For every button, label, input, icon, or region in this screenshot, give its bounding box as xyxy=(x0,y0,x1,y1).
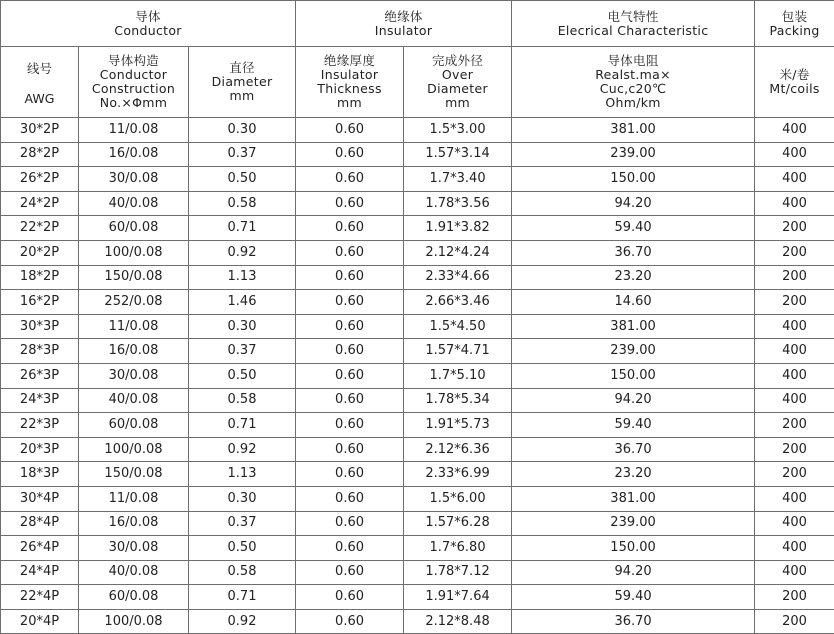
diameter-cell: 1.13 xyxy=(189,462,296,487)
packing-cell: 400 xyxy=(755,191,834,216)
outer-diameter-cell: 1.78*7.12 xyxy=(404,560,512,585)
outer-diameter-cell: 1.57*3.14 xyxy=(404,142,512,167)
table-row xyxy=(1,585,834,610)
construction-cell: 60/0.08 xyxy=(79,216,189,241)
awg-cell: 22*4P xyxy=(1,585,79,610)
thickness-cell: 0.60 xyxy=(296,413,404,438)
table-row xyxy=(1,265,834,290)
construction-header-en3: No.×Φmm xyxy=(79,96,188,110)
packing-cell: 400 xyxy=(755,388,834,413)
construction-column-header xyxy=(79,47,189,118)
thickness-cell: 0.60 xyxy=(296,265,404,290)
resistance-cell: 59.40 xyxy=(512,585,755,610)
diameter-cell: 0.58 xyxy=(189,388,296,413)
awg-cell: 20*3P xyxy=(1,437,79,462)
diameter-cell: 0.37 xyxy=(189,511,296,536)
packing-cell: 200 xyxy=(755,265,834,290)
awg-header-en: AWG xyxy=(1,91,78,106)
construction-cell: 150/0.08 xyxy=(79,265,189,290)
thickness-cell: 0.60 xyxy=(296,609,404,634)
table-row xyxy=(1,339,834,364)
resistance-cell: 150.00 xyxy=(512,363,755,388)
awg-cell: 24*2P xyxy=(1,191,79,216)
outer-diameter-cell: 1.91*7.64 xyxy=(404,585,512,610)
table-row xyxy=(1,388,834,413)
thickness-cell: 0.60 xyxy=(296,486,404,511)
outer-diameter-cell: 1.7*6.80 xyxy=(404,536,512,561)
resistance-cell: 14.60 xyxy=(512,290,755,315)
construction-header-en1: Conductor xyxy=(79,68,188,82)
construction-cell: 30/0.08 xyxy=(79,536,189,561)
outer-header-en3: mm xyxy=(404,96,511,110)
resistance-cell: 150.00 xyxy=(512,536,755,561)
awg-cell: 28*3P xyxy=(1,339,79,364)
construction-cell: 150/0.08 xyxy=(79,462,189,487)
packing-column-header xyxy=(755,47,834,118)
thickness-cell: 0.60 xyxy=(296,536,404,561)
outer-diameter-cell: 2.66*3.46 xyxy=(404,290,512,315)
packing-cell: 200 xyxy=(755,290,834,315)
packing-cell: 200 xyxy=(755,609,834,634)
construction-cell: 40/0.08 xyxy=(79,560,189,585)
awg-cell: 24*4P xyxy=(1,560,79,585)
thickness-cell: 0.60 xyxy=(296,560,404,585)
diameter-cell: 0.50 xyxy=(189,167,296,192)
thickness-cell: 0.60 xyxy=(296,339,404,364)
resistance-cell: 381.00 xyxy=(512,118,755,143)
construction-header-en2: Construction xyxy=(79,82,188,96)
table-row xyxy=(1,314,834,339)
table-row xyxy=(1,167,834,192)
diameter-cell: 0.71 xyxy=(189,585,296,610)
resistance-cell: 94.20 xyxy=(512,388,755,413)
table-row xyxy=(1,609,834,634)
resistance-header-en2: Cuc,c20℃ xyxy=(512,82,754,96)
outer-diameter-cell: 1.7*3.40 xyxy=(404,167,512,192)
resistance-cell: 94.20 xyxy=(512,191,755,216)
packing-header-cn: 米/卷 xyxy=(755,68,834,82)
thickness-column-header xyxy=(296,47,404,118)
packing-cell: 400 xyxy=(755,314,834,339)
thickness-cell: 0.60 xyxy=(296,388,404,413)
resistance-header-en3: Ohm/km xyxy=(512,96,754,110)
diameter-cell: 0.92 xyxy=(189,609,296,634)
thickness-cell: 0.60 xyxy=(296,118,404,143)
electrical-group-header xyxy=(512,1,755,47)
awg-cell: 22*3P xyxy=(1,413,79,438)
table-row xyxy=(1,413,834,438)
conductor-group-cn: 导体 xyxy=(1,9,295,24)
outer-diameter-cell: 1.57*6.28 xyxy=(404,511,512,536)
construction-cell: 11/0.08 xyxy=(79,314,189,339)
resistance-cell: 36.70 xyxy=(512,437,755,462)
awg-cell: 30*2P xyxy=(1,118,79,143)
resistance-cell: 381.00 xyxy=(512,486,755,511)
table-row xyxy=(1,142,834,167)
thickness-header-en3: mm xyxy=(296,96,403,110)
resistance-header-en1: Realst.ma× xyxy=(512,68,754,82)
packing-cell: 400 xyxy=(755,363,834,388)
thickness-cell: 0.60 xyxy=(296,314,404,339)
diameter-cell: 0.30 xyxy=(189,486,296,511)
diameter-cell: 0.50 xyxy=(189,536,296,561)
thickness-cell: 0.60 xyxy=(296,191,404,216)
packing-cell: 400 xyxy=(755,560,834,585)
resistance-cell: 36.70 xyxy=(512,609,755,634)
thickness-cell: 0.60 xyxy=(296,216,404,241)
awg-cell: 18*2P xyxy=(1,265,79,290)
diameter-cell: 0.71 xyxy=(189,413,296,438)
outer-diameter-cell: 2.12*8.48 xyxy=(404,609,512,634)
packing-cell: 200 xyxy=(755,462,834,487)
construction-cell: 40/0.08 xyxy=(79,191,189,216)
construction-cell: 16/0.08 xyxy=(79,339,189,364)
awg-cell: 26*3P xyxy=(1,363,79,388)
outer-diameter-cell: 1.91*5.73 xyxy=(404,413,512,438)
awg-cell: 26*4P xyxy=(1,536,79,561)
resistance-cell: 23.20 xyxy=(512,265,755,290)
table-row xyxy=(1,216,834,241)
thickness-cell: 0.60 xyxy=(296,142,404,167)
outer-diameter-cell: 2.12*6.36 xyxy=(404,437,512,462)
packing-cell: 200 xyxy=(755,413,834,438)
resistance-cell: 59.40 xyxy=(512,413,755,438)
awg-cell: 24*3P xyxy=(1,388,79,413)
thickness-cell: 0.60 xyxy=(296,462,404,487)
construction-cell: 60/0.08 xyxy=(79,413,189,438)
thickness-cell: 0.60 xyxy=(296,511,404,536)
construction-cell: 11/0.08 xyxy=(79,118,189,143)
packing-cell: 400 xyxy=(755,511,834,536)
resistance-cell: 36.70 xyxy=(512,240,755,265)
conductor-group-header xyxy=(1,1,296,47)
outer-diameter-cell: 2.33*6.99 xyxy=(404,462,512,487)
diameter-cell: 0.37 xyxy=(189,142,296,167)
outer-diameter-cell: 1.78*3.56 xyxy=(404,191,512,216)
awg-cell: 20*2P xyxy=(1,240,79,265)
awg-cell: 22*2P xyxy=(1,216,79,241)
thickness-cell: 0.60 xyxy=(296,290,404,315)
packing-cell: 200 xyxy=(755,240,834,265)
construction-cell: 11/0.08 xyxy=(79,486,189,511)
packing-cell: 400 xyxy=(755,339,834,364)
outer-diameter-cell: 1.78*5.34 xyxy=(404,388,512,413)
column-header-row xyxy=(1,47,834,118)
packing-group-cn: 包装 xyxy=(755,9,834,24)
table-row xyxy=(1,290,834,315)
awg-header-cn: 线号 xyxy=(1,59,78,77)
awg-cell: 26*2P xyxy=(1,167,79,192)
awg-cell: 18*3P xyxy=(1,462,79,487)
resistance-cell: 23.20 xyxy=(512,462,755,487)
construction-cell: 100/0.08 xyxy=(79,240,189,265)
outer-header-cn: 完成外径 xyxy=(404,54,511,68)
outer-diameter-cell: 1.7*5.10 xyxy=(404,363,512,388)
awg-cell: 28*2P xyxy=(1,142,79,167)
table-row xyxy=(1,191,834,216)
outer-diameter-cell: 2.33*4.66 xyxy=(404,265,512,290)
insulator-group-cn: 绝缘体 xyxy=(296,9,511,24)
awg-cell: 16*2P xyxy=(1,290,79,315)
packing-cell: 200 xyxy=(755,437,834,462)
construction-cell: 30/0.08 xyxy=(79,363,189,388)
table-row xyxy=(1,118,834,143)
outer-header-en2: Diameter xyxy=(404,82,511,96)
diameter-cell: 0.30 xyxy=(189,314,296,339)
awg-cell: 30*4P xyxy=(1,486,79,511)
packing-cell: 200 xyxy=(755,216,834,241)
table-row xyxy=(1,486,834,511)
awg-cell: 20*4P xyxy=(1,609,79,634)
outer-diameter-cell: 2.12*4.24 xyxy=(404,240,512,265)
insulator-group-header xyxy=(296,1,512,47)
resistance-cell: 239.00 xyxy=(512,339,755,364)
construction-cell: 30/0.08 xyxy=(79,167,189,192)
thickness-cell: 0.60 xyxy=(296,240,404,265)
diameter-column-header xyxy=(189,47,296,118)
construction-cell: 40/0.08 xyxy=(79,388,189,413)
thickness-cell: 0.60 xyxy=(296,363,404,388)
table-body xyxy=(1,118,834,634)
construction-cell: 16/0.08 xyxy=(79,511,189,536)
diameter-cell: 0.58 xyxy=(189,191,296,216)
packing-cell: 400 xyxy=(755,486,834,511)
table-row xyxy=(1,240,834,265)
resistance-cell: 239.00 xyxy=(512,511,755,536)
diameter-cell: 0.71 xyxy=(189,216,296,241)
packing-header-en: Mt/coils xyxy=(755,82,834,96)
resistance-cell: 150.00 xyxy=(512,167,755,192)
table-row xyxy=(1,536,834,561)
thickness-header-cn: 绝缘厚度 xyxy=(296,54,403,68)
conductor-group-en: Conductor xyxy=(1,24,295,38)
resistance-header-cn: 导体电阻 xyxy=(512,54,754,68)
outer-diameter-cell: 1.5*3.00 xyxy=(404,118,512,143)
thickness-header-en2: Thickness xyxy=(296,82,403,96)
table-row xyxy=(1,437,834,462)
construction-cell: 100/0.08 xyxy=(79,437,189,462)
insulator-group-en: Insulator xyxy=(296,24,511,38)
resistance-cell: 59.40 xyxy=(512,216,755,241)
construction-cell: 252/0.08 xyxy=(79,290,189,315)
awg-cell: 30*3P xyxy=(1,314,79,339)
diameter-cell: 0.58 xyxy=(189,560,296,585)
outer-diameter-column-header xyxy=(404,47,512,118)
outer-diameter-cell: 1.5*4.50 xyxy=(404,314,512,339)
packing-group-en: Packing xyxy=(755,24,834,38)
diameter-cell: 1.46 xyxy=(189,290,296,315)
packing-cell: 400 xyxy=(755,536,834,561)
packing-cell: 400 xyxy=(755,142,834,167)
packing-cell: 400 xyxy=(755,167,834,192)
electrical-group-en: Elecrical Characteristic xyxy=(512,24,754,38)
diameter-cell: 0.30 xyxy=(189,118,296,143)
thickness-cell: 0.60 xyxy=(296,167,404,192)
diameter-cell: 0.50 xyxy=(189,363,296,388)
thickness-cell: 0.60 xyxy=(296,437,404,462)
thickness-cell: 0.60 xyxy=(296,585,404,610)
table-row xyxy=(1,462,834,487)
diameter-cell: 1.13 xyxy=(189,265,296,290)
diameter-header-en2: mm xyxy=(189,89,295,103)
diameter-cell: 0.37 xyxy=(189,339,296,364)
thickness-header-en1: Insulator xyxy=(296,68,403,82)
outer-diameter-cell: 1.91*3.82 xyxy=(404,216,512,241)
resistance-cell: 239.00 xyxy=(512,142,755,167)
construction-header-cn: 导体构造 xyxy=(79,54,188,68)
diameter-cell: 0.92 xyxy=(189,437,296,462)
diameter-header-en1: Diameter xyxy=(189,75,295,89)
packing-cell: 200 xyxy=(755,585,834,610)
resistance-cell: 94.20 xyxy=(512,560,755,585)
outer-header-en1: Over xyxy=(404,68,511,82)
packing-cell: 400 xyxy=(755,118,834,143)
outer-diameter-cell: 1.57*4.71 xyxy=(404,339,512,364)
table-row xyxy=(1,511,834,536)
table-row xyxy=(1,560,834,585)
electrical-group-cn: 电气特性 xyxy=(512,9,754,24)
resistance-cell: 381.00 xyxy=(512,314,755,339)
construction-cell: 16/0.08 xyxy=(79,142,189,167)
construction-cell: 60/0.08 xyxy=(79,585,189,610)
diameter-header-cn: 直径 xyxy=(189,61,295,75)
packing-group-header xyxy=(755,1,834,47)
outer-diameter-cell: 1.5*6.00 xyxy=(404,486,512,511)
table-row xyxy=(1,363,834,388)
diameter-cell: 0.92 xyxy=(189,240,296,265)
awg-column-header xyxy=(1,47,79,118)
group-header-row xyxy=(1,1,834,47)
resistance-column-header xyxy=(512,47,755,118)
construction-cell: 100/0.08 xyxy=(79,609,189,634)
awg-cell: 28*4P xyxy=(1,511,79,536)
